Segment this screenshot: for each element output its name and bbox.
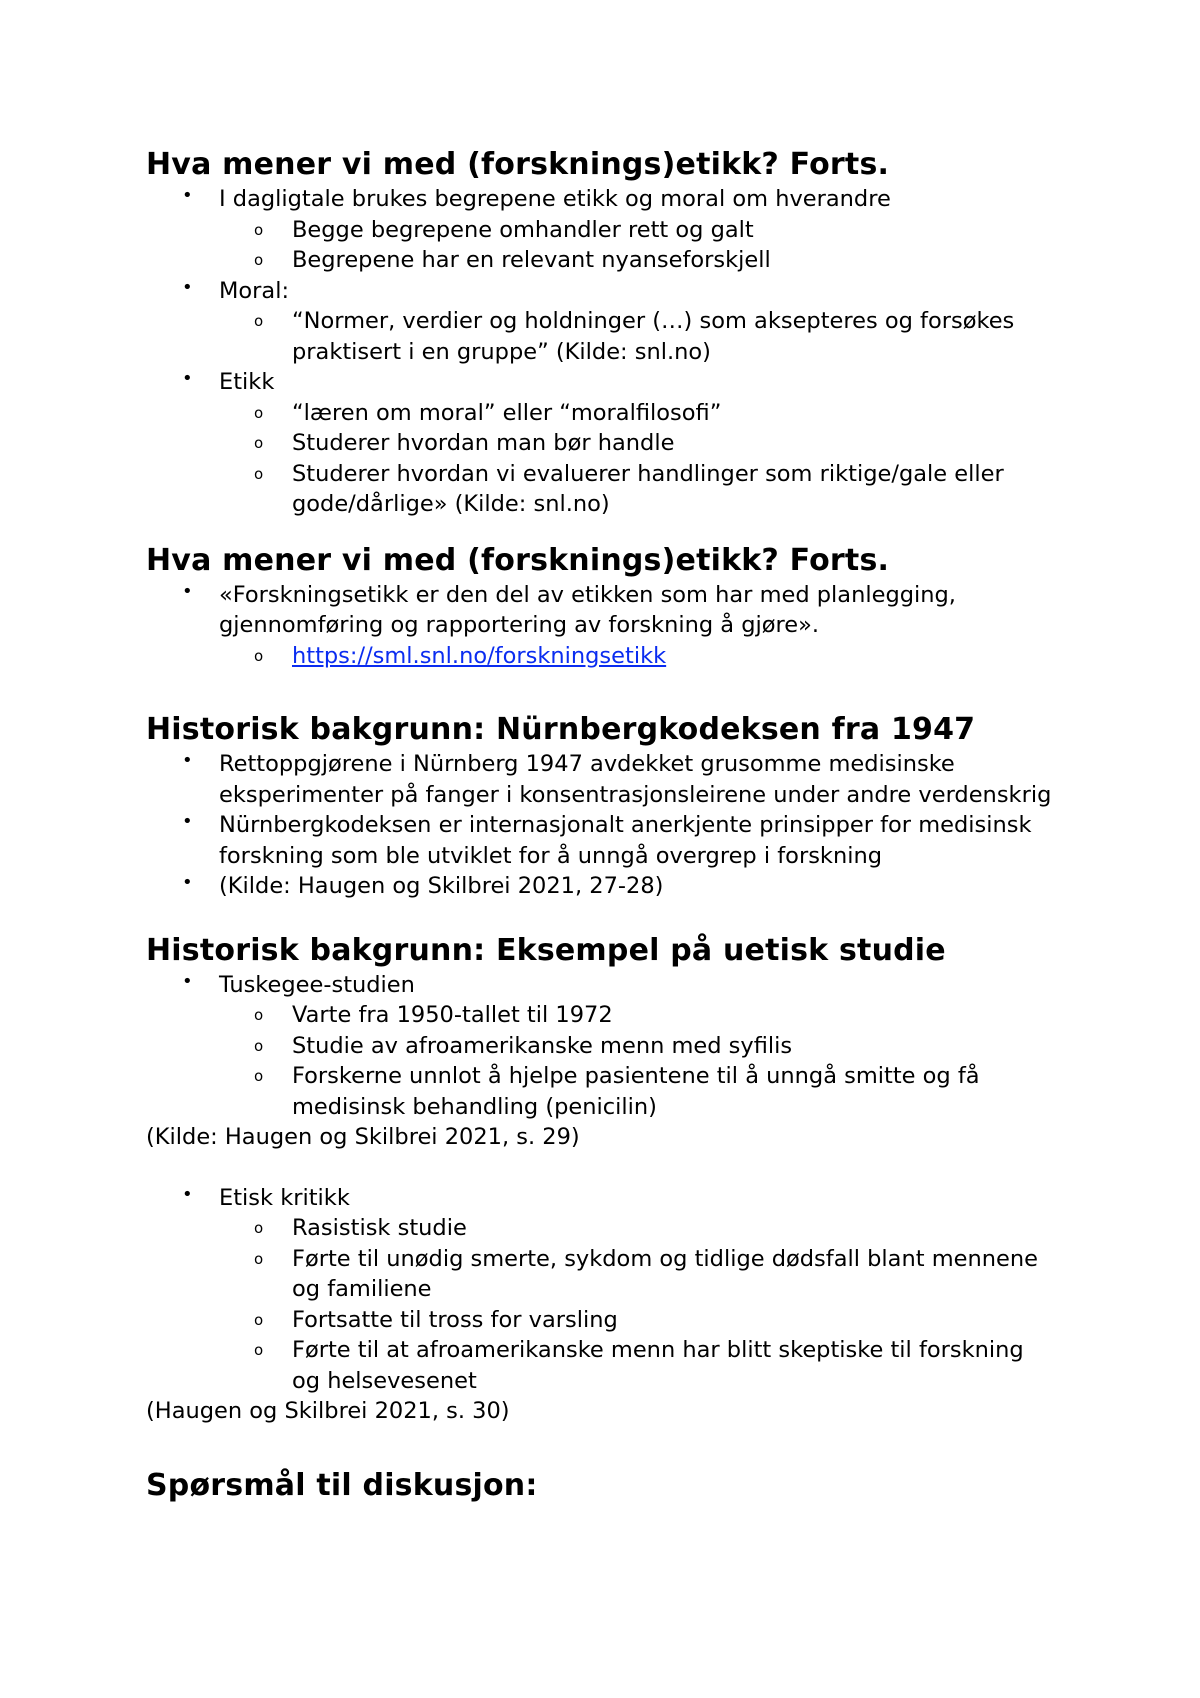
section-heading: Hva mener vi med (forsknings)etikk? Forts. bbox=[146, 147, 890, 182]
list-item: • «Forskningsetikk er den del av etikken som har med planlegging, gjennomføring og rapportering av forskning å gjøre». bbox=[182, 580, 956, 638]
list-item: • Tuskegee-studien bbox=[182, 970, 415, 998]
bullet-list bbox=[146, 580, 1056, 672]
sub-list-item: o Fortsatte til tross for varsling bbox=[254, 1306, 618, 1333]
list-item: • Rettoppgjørene i Nürnberg 1947 avdekket grusomme medisinske eksperimenter på fanger i konsentrasjonsleirene under andre verdenskrig bbox=[182, 750, 1052, 808]
sub-bullet-icon: o bbox=[254, 1310, 264, 1329]
sub-list-item: o Førte til at afroamerikanske menn har blitt skeptiske til forskning og helsevesenet bbox=[254, 1337, 1024, 1394]
section-heading: Spørsmål til diskusjon: bbox=[146, 1467, 538, 1503]
sub-list-item bbox=[146, 641, 1056, 672]
sub-bullet-icon: o bbox=[254, 464, 264, 483]
list-item: • I dagligtale brukes begrepene etikk og moral om hverandre bbox=[182, 185, 891, 212]
source-link[interactable]: https://sml.snl.no/forskningsetikk bbox=[292, 642, 667, 669]
sub-list-item: o Studerer hvordan vi evaluerer handlinger som riktige/gale eller gode/dårlige» (Kilde: snl.no) bbox=[254, 460, 1004, 517]
sub-list-item: o Studerer hvordan man bør handle bbox=[254, 430, 675, 456]
bullet-icon: • bbox=[182, 1183, 193, 1205]
sub-list-item: o Begrepene har en relevant nyanseforskjell bbox=[254, 247, 771, 273]
bullet-icon: • bbox=[182, 750, 193, 771]
sub-list-item: o Forskerne unnlot å hjelpe pasientene til å unngå smitte og få medisinsk behandling (penicilin) bbox=[254, 1063, 980, 1120]
source-citation: (Kilde: Haugen og Skilbrei 2021, s. 29) bbox=[146, 1124, 580, 1150]
sub-bullet-icon: o bbox=[254, 251, 264, 269]
sub-bullet-icon: o bbox=[254, 403, 264, 422]
sub-bullet-icon: o bbox=[254, 434, 264, 452]
list-item: • Etikk bbox=[182, 368, 275, 395]
sub-list-item: o Varte fra 1950-tallet til 1972 bbox=[254, 1002, 613, 1028]
bullet-icon: • bbox=[182, 580, 193, 602]
bullet-icon: • bbox=[182, 185, 193, 206]
sub-bullet-icon: o bbox=[254, 1006, 264, 1024]
list-item: • Moral: bbox=[182, 276, 290, 304]
sub-bullet-icon: o bbox=[254, 646, 264, 665]
sub-bullet-icon: o bbox=[254, 1067, 264, 1085]
source-citation: (Haugen og Skilbrei 2021, s. 30) bbox=[146, 1398, 510, 1424]
bullet-icon: • bbox=[182, 872, 193, 893]
sub-list-item: o “læren om moral” eller “moralfilosofi” bbox=[254, 399, 722, 426]
sub-list-item: o Førte til unødig smerte, sykdom og tidlige dødsfall blant mennene og familiene bbox=[254, 1245, 1038, 1302]
section-heading: Hva mener vi med (forsknings)etikk? Forts. bbox=[146, 542, 890, 578]
bullet-icon: • bbox=[182, 970, 193, 992]
sub-bullet-icon: o bbox=[254, 1036, 264, 1055]
bullet-list bbox=[146, 184, 1056, 520]
sub-bullet-icon: o bbox=[254, 1341, 264, 1359]
sub-bullet-icon: o bbox=[254, 312, 264, 330]
section-heading: Historisk bakgrunn: Eksempel på uetisk studie bbox=[146, 932, 946, 968]
sub-bullet-icon: o bbox=[254, 1219, 264, 1237]
sub-list-item: o Studie av afroamerikanske menn med syfilis bbox=[254, 1032, 793, 1059]
document-body bbox=[146, 146, 1056, 1505]
list-item: • Nürnbergkodeksen er internasjonalt anerkjente prinsipper for medisinsk forskning som ble utviklet for å unngå overgrep i forskning bbox=[182, 811, 1032, 869]
sub-list-item: o “Normer, verdier og holdninger (…) som aksepteres og forsøkes praktisert i en gruppe” (Kilde: snl.no) bbox=[254, 308, 1015, 365]
bullet-list bbox=[146, 970, 1056, 1123]
sub-bullet-icon: o bbox=[254, 1249, 264, 1268]
bullet-icon: • bbox=[182, 276, 193, 298]
sub-list-item: o Rasistisk studie bbox=[254, 1215, 467, 1241]
bullet-icon: • bbox=[182, 811, 193, 832]
list-item: • (Kilde: Haugen og Skilbrei 2021, 27-28) bbox=[182, 872, 664, 899]
sub-bullet-icon: o bbox=[254, 220, 264, 239]
section-heading: Historisk bakgrunn: Nürnbergkodeksen fra 1947 bbox=[146, 712, 976, 747]
bullet-icon: • bbox=[182, 368, 193, 389]
bullet-list bbox=[146, 1183, 1056, 1397]
sub-list-item: o Begge begrepene omhandler rett og galt bbox=[254, 216, 754, 243]
list-item: • Etisk kritikk bbox=[182, 1183, 350, 1211]
bullet-list bbox=[146, 749, 1056, 902]
